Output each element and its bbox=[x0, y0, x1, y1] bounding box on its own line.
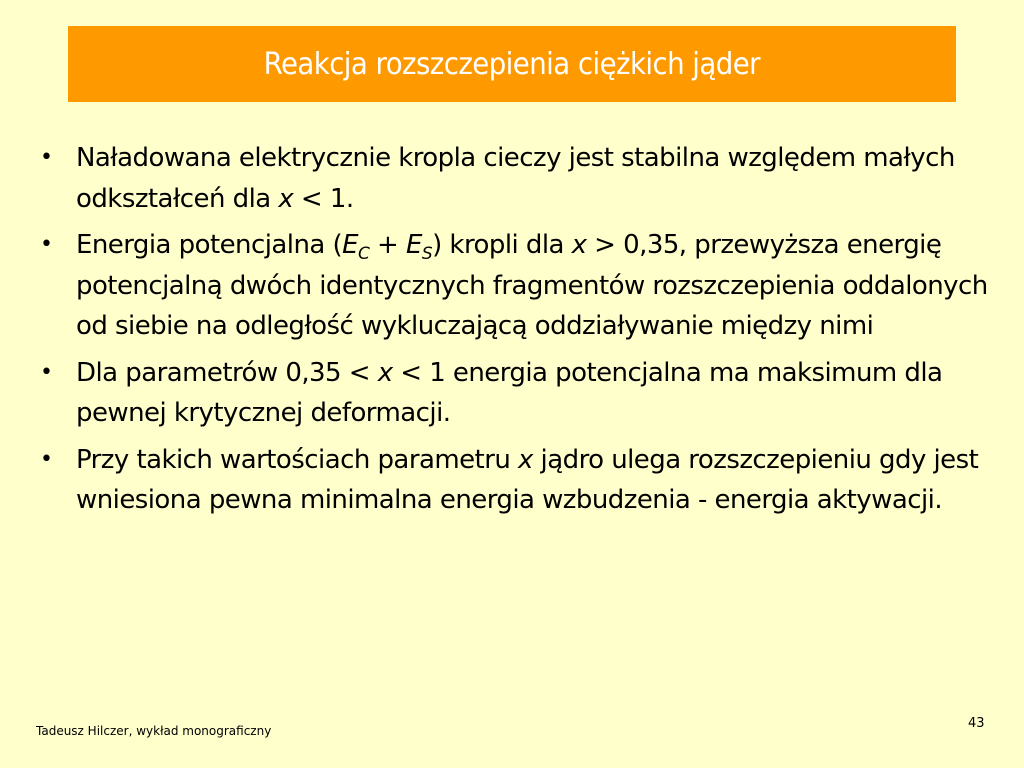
page-number: 43 bbox=[968, 716, 985, 731]
bullet-text: ) kropli dla bbox=[432, 230, 572, 260]
bullet-text: Przy takich wartościach parametru bbox=[76, 444, 518, 475]
bullet-text: Energia potencjalna ( bbox=[76, 230, 343, 260]
bullet-dot-icon: • bbox=[40, 232, 53, 257]
variable-x: x bbox=[571, 230, 587, 260]
slide-title: Reakcja rozszczepienia ciężkich jąder bbox=[263, 46, 761, 82]
bullet-text: > 0,35, przewyższa energię potencjalną dwóch identycznych fragmentów rozszczepienia oddalonych od siebie na odległość wykluczającą oddziaływanie między nimi bbox=[76, 230, 988, 341]
bullet-item bbox=[32, 138, 992, 219]
bullet-item bbox=[32, 440, 992, 521]
subscript-s: S bbox=[421, 244, 433, 264]
variable-e: E bbox=[405, 230, 422, 260]
bullet-dot-icon: • bbox=[40, 145, 53, 170]
bullet-item bbox=[32, 353, 992, 434]
bullet-text: < 1 energia potencjalna ma maksimum dla pewnej krytycznej deformacji. bbox=[76, 357, 943, 428]
title-bar bbox=[68, 26, 956, 102]
plus-sign: + bbox=[369, 230, 406, 260]
variable-x: x bbox=[377, 357, 393, 388]
bullet-list bbox=[32, 138, 992, 527]
variable-x: x bbox=[278, 183, 294, 214]
bullet-item bbox=[32, 225, 992, 347]
bullet-dot-icon: • bbox=[40, 446, 53, 472]
subscript-c: C bbox=[357, 244, 370, 264]
bullet-text: jądro ulega rozszczepieniu gdy jest wniesiona pewna minimalna energia wzbudzenia - energia aktywacji. bbox=[76, 444, 979, 515]
bullet-text: Dla parametrów 0,35 < bbox=[76, 357, 378, 388]
bullet-text: Naładowana elektrycznie kropla cieczy jest stabilna względem małych odkształceń dla bbox=[76, 143, 955, 214]
bullet-text: < 1. bbox=[293, 183, 354, 214]
variable-e: E bbox=[342, 230, 358, 260]
variable-x: x bbox=[518, 444, 533, 475]
bullet-dot-icon: • bbox=[40, 359, 53, 385]
footer-author: Tadeusz Hilczer, wykład monograficzny bbox=[36, 724, 272, 738]
